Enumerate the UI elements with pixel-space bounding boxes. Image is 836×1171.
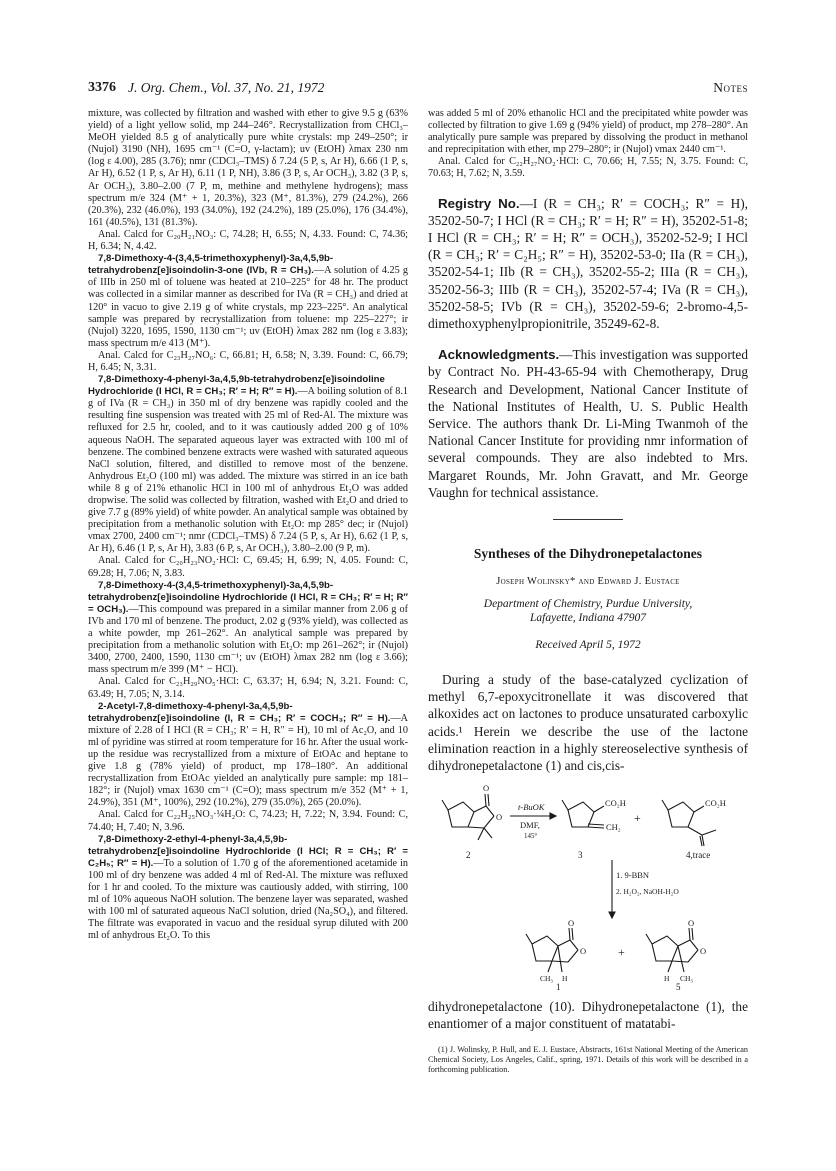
registry-text: —I (R = CH₃; R′ = COCH₃; R″ = H), 35202-50-7; I HCl (R = CH₃; R′ = H; R″ = H), 35202-51-8; I HCl (R = CH₃; R′ = H; R″ = OCH₃), 35202-52-9; I HCl (R = CH₃; R′ = C₂H₅; R″ = H), 35202-53-0; IIa (R = CH₃), 35202-54-1; IIb (R = CH₃), 35202-55-2; IIIa (R = CH₃), 35202-56-3; IIIb (R = CH₃), 35202-57-4; IVa (R = CH₃), 35202-58-5; IVb (R = CH₃), 35202-59-6; 2-bromo-4,5-dimethoxyphenylpropionitrile, 35249-62-8. [428,195,748,331]
hydrogen-label: H [664,974,670,984]
compound-heading: 2-Acetyl-7,8-dimethoxy-4-phenyl-3a,4,5,9b-tetrahydrobenz[e]isoindoline (I, R = CH₃; R′ = COCH₃; R″ = H). [88,700,391,724]
analysis-paragraph: Anal. Calcd for C₂₃H₂₉NO₅·HCl: C, 63.37; H, 6.94; N, 3.21. Found: C, 63.49; H, 7.05; N, 3.14. [88,676,408,700]
analysis-paragraph: Anal. Calcd for C₂₃H₂₇NO₆: C, 66.81; H, 6.58; N, 3.39. Found: C, 66.79; H, 6.45; N, 3.31. [88,349,408,373]
compound-heading: 7,8-Dimethoxy-4-(3,4,5-trimethoxyphenyl)-3a,4,5,9b-tetrahydrobenz[e]isoindolin-3-one (IVb, R = CH₃). [88,253,334,277]
paragraph: was added 5 ml of 20% ethanolic HCl and the precipitated white powder was collected by filtration to give 1.69 g (94% yield) of product, mp 278–280°. An analytically pure sample was prepared by dissolving the product in methanol and reprecipitation with ether, mp 279–280°; ir (Nujol) νmax 2440 cm⁻¹. [428,108,748,156]
compound-paragraph [88,834,408,943]
acknowledgments [428,346,748,501]
article-title: Syntheses of the Dihydronepetalactones [473,546,703,562]
analysis-paragraph: Anal. Calcd for C₂₂H₂₇NO₂·HCl: C, 70.66; H, 7.55; N, 3.75. Found: C, 70.63; H, 7.62; N, 3.59. [428,156,748,180]
post-scheme-paragraph: dihydronepetalactone (10). Dihydronepetalactone (1), the enantiomer of a major constituent of matatabi- [428,999,748,1032]
reaction-scheme-svg [428,780,748,990]
reaction-arrowhead [550,813,556,819]
acknowledgments-text: —This investigation was supported by Contract No. PH-43-65-94 with Chemotherapy, Drug Research and Development, National Cancer Institute of the National Institutes of Health, U. S. Public Health Service. The authors thank Dr. Li-Ming Twanmoh of the National Cancer Institute for providing nmr information of several compounds. They are also indebted to Mrs. Margaret Rounds, Mr. John Gravatt, and Mr. George Vaughn for technical assistance. [428,347,748,500]
received-date: Received April 5, 1972 [535,639,641,652]
compound-paragraph [88,374,408,555]
plus-sign: + [634,811,641,826]
compound-number: 2 [466,850,471,861]
page-header [88,80,748,100]
reaction-arrowhead-down [609,912,615,918]
journal-citation: J. Org. Chem., Vol. 37, No. 21, 1972 [128,80,325,95]
procedure-text: —A boiling solution of 8.1 g of IVa (R = CH₃) in 350 ml of dry benzene was rapidly cooled and the resulting fine suspension was treated with 25 ml of Red-Al. The mixture was refluxed for 2.5 hr, cooled, and to it was cautiously added 200 g of 10% aqueous NaOH. The separated aqueous layer was extracted with 100 ml of benzene. The combined benzene extracts were washed with saturated aqueous NaCl solution, filtered, and distilled to remove most of the benzene. Anhydrous Et₂O (100 ml) was added. The mixture was stirred in an ice bath while 8 g of 21% ethanolic HCl in 100 ml of anhydrous Et₂O was added dropwise. The solid was collected by filtration, washed with Et₂O and dried to give 7.7 g (89% yield) of white powder. An analytical sample was obtained by precipitation from a methanolic solution with Et₂O: mp 285° dec; ir (Nujol) νmax 2700, 2400 cm⁻¹; nmr (CDCl₃–TMS) δ 7.24 (5 P, s, Ar H), 6.62 (1 P, s, Ar H), 6.46 (1 P, s, Ar H), 3.83 (6 P, s, Ar OCH₃), 3.80–2.00 (9 P, m). [88,386,409,555]
procedure-text: —A solution of 4.25 g of IIIb in 250 ml of toluene was heated at 210–225° for 48 hr. The product was collected in a similar manner as described for IVa (R = CH₃) and dried at 120° in vacuo to give 2.19 g of white crystals, mp 223–225°. An analytical sample was prepared by recrystallization from toluene: mp 225–227°; ir (Nujol) 3220, 1695, 1590, 1130 cm⁻¹; uv (EtOH) λmax 282 nm (log ε 3.83); mass spectrum m/e 413 (M⁺). [88,265,408,349]
right-column [428,108,748,1076]
footnote: (1) J. Wolinsky, P. Hull, and E. J. Eustace, Abstracts, 161st National Meeting of the American Chemical Society, Los Angeles, Calif., spring, 1971. Details of this work will be described in a forthcoming publication. [428,1044,748,1075]
section-label: Notes [713,80,748,95]
methyl-label: CH₃ [680,974,694,984]
hydrogen-label: H [562,974,568,984]
structure-acid-3 [562,800,604,828]
compound-number: 1 [556,982,561,991]
oxygen-label: O [568,918,575,929]
analysis-paragraph: Anal. Calcd for C₂₀H₂₁NO₃: C, 74.28; H, 6.55; N, 4.33. Found: C, 74.36; H, 6.34; N, 4.42. [88,228,408,253]
registry-numbers [428,195,748,333]
compound-paragraph [88,701,408,810]
methylene-label: CH₂ [606,822,621,833]
affiliation-line: Lafayette, Indiana 47907 [530,612,646,625]
section-divider [553,519,623,520]
compound-heading: 7,8-Dimethoxy-2-ethyl-4-phenyl-3a,4,5,9b-tetrahydrobenz[e]isoindoline Hydrochloride (I HCl; R = CH₃; R′ = C₂H₅; R″ = H). [88,833,408,869]
registry-heading: Registry No. [438,195,520,211]
reagent-label: 1. 9-BBN [616,870,650,881]
compound-paragraph [88,580,408,677]
analysis-paragraph: Anal. Calcd for C₂₂H₂₅NO₃·¼H₂O: C, 74.23; H, 7.22; N, 3.94. Found: C, 74.40; H, 7.40; N, 3.96. [88,809,408,833]
oxygen-label: O [700,946,707,957]
affiliation [428,597,748,625]
reaction-scheme [428,780,748,990]
reagent-label: t-BuOK [518,802,545,813]
structure-lactone-1 [526,928,578,972]
compound-heading: 7,8-Dimethoxy-4-(3,4,5-trimethoxyphenyl)-3a,4,5,9b-tetrahydrobenz[e]isoindoline Hydrochloride (I HCl, R = CH₃; R′ = H; R″ = OCH₃). [88,579,408,615]
oxygen-label: O [580,946,587,957]
compound-number: 3 [578,850,583,861]
compound-number: 4,trace [686,850,711,861]
reagent-label: DMF, [520,820,540,831]
analysis-paragraph: Anal. Calcd for C₂₀H₂₃NO₂·HCl: C, 69.45; H, 6.99; N, 4.05. Found: C, 69.28; H, 7.06; N, 3.83. [88,555,408,579]
left-column [88,108,408,942]
procedure-text: —A mixture of 2.28 of I HCl (R = CH₃; R′ = H, R″ = H), 10 ml of Ac₂O, and 10 ml of pyridine was stirred at room temperature for 16 hr. After the usual work-up the residue was recrystallized from a mixture of EtOAc and heptane to give 1.8 g (78% yield) of product, mp 178–180°. An additional recrystallization from EtOAc yielded an analytically pure sample: mp 181–182°; ir (Nujol) νmax 1630 cm⁻¹ (C=O); mass spectrum m/e 352 (M⁺ + 1, 24.9%), 351 (M⁺, 100%), 292 (10.2%), 279 (35.0%), 265 (20.0%). [88,712,408,809]
procedure-text: —To a solution of 1.70 g of the aforementioned acetamide in 100 ml of dry benzene was added 4 ml of Red-Al. The mixture was refluxed for 1 hr and cooled. To the mixture was cautiously added, with stirring, 100 ml of 10% aqueous NaOH solution. The benzene layer was separated, washed with 100 ml of saturated aqueous NaCl solution, dried (Na₂SO₄), and filtered. The filtrate was evaporated in vacuo and the residual syrup diluted with 200 ml of anhydrous Et₂O. To this [88,857,409,942]
reagent-label: 2. H₂O₂, NaOH-H₂O [616,887,679,897]
oxygen-label: O [483,783,490,794]
carboxyl-label: CO₂H [705,798,726,809]
methyl-label: CH₃ [540,974,554,984]
intro-paragraph: During a study of the base-catalyzed cyclization of methyl 6,7-epoxycitronellate it was discovered that alkoxides act on lactones to produce unsaturated carboxylic acids.¹ Herein we describe the use of the lactone elimination reaction in a highly stereoselective synthesis of dihydronepetalactone (1) and cis,cis- [428,672,748,774]
acknowledgments-heading: Acknowledgments. [438,347,560,363]
oxygen-label: O [688,918,695,929]
paragraph: mixture, was collected by filtration and washed with ether to give 9.5 g (63% yield) of a light yellow solid, mp 244–246°. Recrystallization from CHCl₃–MeOH yielded 8.5 g of analytically pure white crystals: mp 249–250°; ir (Nujol) 3190 (NH), 1695 cm⁻¹ (C=O, γ-lactam); uv (EtOH) λmax 230 nm (log ε 4.00), 285 (3.76); nmr (CDCl₃–TMS) δ 7.24 (5 P, s, Ar H), 6.66 (1 P, s, Ar H), 6.52 (1 P, s, Ar H), 6.11 (1 P, NH), 3.86 (3 P, s, Ar OCH₃), 3.82 (3 P, s, Ar OCH₃), 3.80–2.00 (7 P, m, methine and methylene hydrogens); mass spectrum m/e 324 (M⁺ + 1, 20.3%), 323 (M⁺, 81.3%), 279 (24.2%), 266 (20.3%), 232 (46.0%), 193 (34.0%), 192 (24.2%), 189 (25.0%), 176 (34.4%), 161 (40.5%), 131 (81.3%). [88,108,408,228]
reagent-label: 145° [524,832,538,841]
procedure-text: —This compound was prepared in a similar manner from 2.06 g of IVb and 170 ml of benzene. The product, 2.02 g (93% yield), was collected as a white powder, mp 261–262°. An analytical sample was prepared by precipitation from a methanolic solution with Et₂O: mp 261–262°; ir (Nujol) 3400, 2700, 2400, 1590, 1130 cm⁻¹; uv (EtOH) λmax 282 nm (log ε 3.66); mass spectrum m/e 399 (M⁺ − HCl). [88,603,408,676]
plus-sign: + [618,945,625,960]
compound-paragraph [88,253,408,350]
oxygen-label: O [496,812,503,823]
structure-lactone-2 [442,794,494,840]
structure-lactone-5 [646,928,698,972]
page-number: 3376 [88,80,116,95]
affiliation-line: Department of Chemistry, Purdue University, [483,598,693,611]
compound-number: 5 [676,982,681,991]
authors: Joseph Wolinsky* and Edward J. Eustace [496,576,680,588]
carboxyl-label: CO₂H [605,798,626,809]
compound-heading: 7,8-Dimethoxy-4-phenyl-3a,4,5,9b-tetrahydrobenz[e]isoindoline Hydrochloride (I HCl, R = CH₃; R′ = H; R″ = H). [88,374,385,398]
